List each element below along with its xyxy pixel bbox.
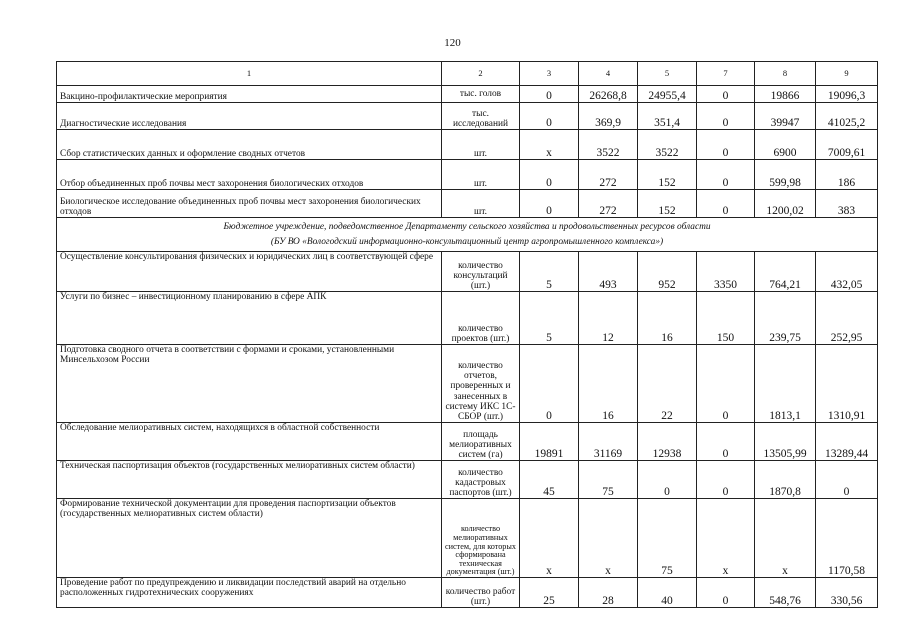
row-value: 13505,99: [755, 423, 816, 461]
table-row: [57, 461, 878, 499]
row-value: 40: [638, 578, 697, 608]
row-unit: площадь мелиоративных систем (га): [442, 423, 520, 461]
row-value: 26268,8: [579, 86, 638, 103]
row-value: 75: [638, 499, 697, 578]
row-value: 19096,3: [816, 86, 878, 103]
header-cell: 7: [697, 62, 755, 86]
row-value: 0: [520, 190, 579, 218]
row-value: 39947: [755, 103, 816, 130]
row-unit: тыс. голов: [442, 86, 520, 103]
institution-line-2: (БУ ВО «Вологодский информационно-консультационный центр агропромышленного комплекса»): [270, 236, 664, 247]
table-row: [57, 103, 878, 130]
page-number: 120: [444, 37, 461, 49]
row-value: 0: [697, 578, 755, 608]
row-unit: количество работ (шт.): [442, 578, 520, 608]
row-value: 19891: [520, 423, 579, 461]
row-value: 1310,91: [816, 345, 878, 423]
row-name: Отбор объединенных проб почвы мест захоронения биологических отходов: [57, 160, 442, 190]
header-cell: 1: [57, 62, 442, 86]
row-value: 3522: [579, 130, 638, 160]
row-value: 24955,4: [638, 86, 697, 103]
row-value: 186: [816, 160, 878, 190]
row-name: Биологическое исследование объединенных проб почвы мест захоронения биологических отходов: [57, 190, 442, 218]
row-value: 272: [579, 190, 638, 218]
row-value: 5: [520, 292, 579, 345]
row-name: Вакцино-профилактические мероприятия: [57, 86, 442, 103]
row-value: 0: [697, 103, 755, 130]
table-row: [57, 252, 878, 292]
row-value: 0: [697, 345, 755, 423]
row-value: 369,9: [579, 103, 638, 130]
row-value: 3350: [697, 252, 755, 292]
row-value: х: [755, 499, 816, 578]
row-value: 5: [520, 252, 579, 292]
header-cell: 3: [520, 62, 579, 86]
row-value: 330,56: [816, 578, 878, 608]
row-value: 12938: [638, 423, 697, 461]
row-value: 150: [697, 292, 755, 345]
table-row: [57, 423, 878, 461]
table-row: [57, 130, 878, 160]
row-value: 0: [520, 345, 579, 423]
row-unit: шт.: [442, 160, 520, 190]
row-unit: количество проектов (шт.): [442, 292, 520, 345]
row-value: 3522: [638, 130, 697, 160]
row-value: 0: [697, 461, 755, 499]
row-value: х: [697, 499, 755, 578]
header-cell: 4: [579, 62, 638, 86]
row-value: х: [520, 499, 579, 578]
row-value: 0: [697, 190, 755, 218]
row-value: 548,76: [755, 578, 816, 608]
table-row: [57, 499, 878, 578]
row-value: 31169: [579, 423, 638, 461]
row-name: Техническая паспортизация объектов (государственных мелиоративных систем области): [57, 461, 442, 499]
row-value: 1870,8: [755, 461, 816, 499]
table-row: [57, 86, 878, 103]
data-table: [56, 61, 878, 608]
row-unit: количество консультаций (шт.): [442, 252, 520, 292]
row-unit: шт.: [442, 130, 520, 160]
row-value: 12: [579, 292, 638, 345]
table-row: [57, 292, 878, 345]
table-row: [57, 345, 878, 423]
row-name: Диагностические исследования: [57, 103, 442, 130]
institution-row: [57, 218, 878, 252]
row-value: 25: [520, 578, 579, 608]
row-value: 764,21: [755, 252, 816, 292]
row-value: 599,98: [755, 160, 816, 190]
row-value: 75: [579, 461, 638, 499]
header-cell: 8: [755, 62, 816, 86]
header-cell: 5: [638, 62, 697, 86]
row-value: 1813,1: [755, 345, 816, 423]
row-name: Подготовка сводного отчета в соответствии с формами и сроками, установленными Минсельхозом России: [57, 345, 442, 423]
institution-line-1: Бюджетное учреждение, подведомственное Департаменту сельского хозяйства и продовольственных ресурсов области: [223, 222, 711, 233]
header-row: [57, 62, 878, 86]
row-value: 16: [579, 345, 638, 423]
row-value: 19866: [755, 86, 816, 103]
row-value: 432,05: [816, 252, 878, 292]
row-value: 6900: [755, 130, 816, 160]
row-value: 0: [697, 130, 755, 160]
row-value: 0: [697, 423, 755, 461]
row-name: Проведение работ по предупреждению и ликвидации последствий аварий на отдельно расположенных гидротехнических сооружениях: [57, 578, 442, 608]
row-value: 22: [638, 345, 697, 423]
row-value: 272: [579, 160, 638, 190]
row-name: Осуществление консультирования физических и юридических лиц в соответствующей сфере: [57, 252, 442, 292]
row-unit: количество мелиоративных систем, для которых сформирована техническая документация (шт.): [442, 499, 520, 578]
row-name: Обследование мелиоративных систем, находящихся в областной собственности: [57, 423, 442, 461]
row-value: 239,75: [755, 292, 816, 345]
table-row: [57, 160, 878, 190]
row-value: 0: [520, 103, 579, 130]
header-cell: 9: [816, 62, 878, 86]
row-value: х: [520, 130, 579, 160]
row-unit: шт.: [442, 190, 520, 218]
row-value: 252,95: [816, 292, 878, 345]
row-value: 493: [579, 252, 638, 292]
table-row: [57, 578, 878, 608]
row-value: 28: [579, 578, 638, 608]
row-value: 45: [520, 461, 579, 499]
row-unit: количество кадастровых паспортов (шт.): [442, 461, 520, 499]
row-value: 1170,58: [816, 499, 878, 578]
row-unit: тыс. исследований: [442, 103, 520, 130]
row-value: 0: [697, 86, 755, 103]
row-unit: количество отчетов, проверенных и занесенных в систему ИКС 1С-СБОР (шт.): [442, 345, 520, 423]
row-value: 952: [638, 252, 697, 292]
row-value: 41025,2: [816, 103, 878, 130]
row-value: 0: [520, 86, 579, 103]
row-name: Услуги по бизнес – инвестиционному планированию в сфере АПК: [57, 292, 442, 345]
institution-cell: [57, 218, 878, 252]
row-value: 383: [816, 190, 878, 218]
row-name: Сбор статистических данных и оформление сводных отчетов: [57, 130, 442, 160]
row-value: 0: [638, 461, 697, 499]
row-value: 7009,61: [816, 130, 878, 160]
row-value: х: [579, 499, 638, 578]
row-value: 351,4: [638, 103, 697, 130]
row-value: 0: [520, 160, 579, 190]
row-value: 1200,02: [755, 190, 816, 218]
row-value: 152: [638, 190, 697, 218]
row-value: 0: [697, 160, 755, 190]
row-value: 0: [816, 461, 878, 499]
row-value: 152: [638, 160, 697, 190]
row-value: 13289,44: [816, 423, 878, 461]
header-cell: 2: [442, 62, 520, 86]
table-row: [57, 190, 878, 218]
row-value: 16: [638, 292, 697, 345]
row-name: Формирование технической документации для проведения паспортизации объектов (государственных мелиоративных систем области): [57, 499, 442, 578]
